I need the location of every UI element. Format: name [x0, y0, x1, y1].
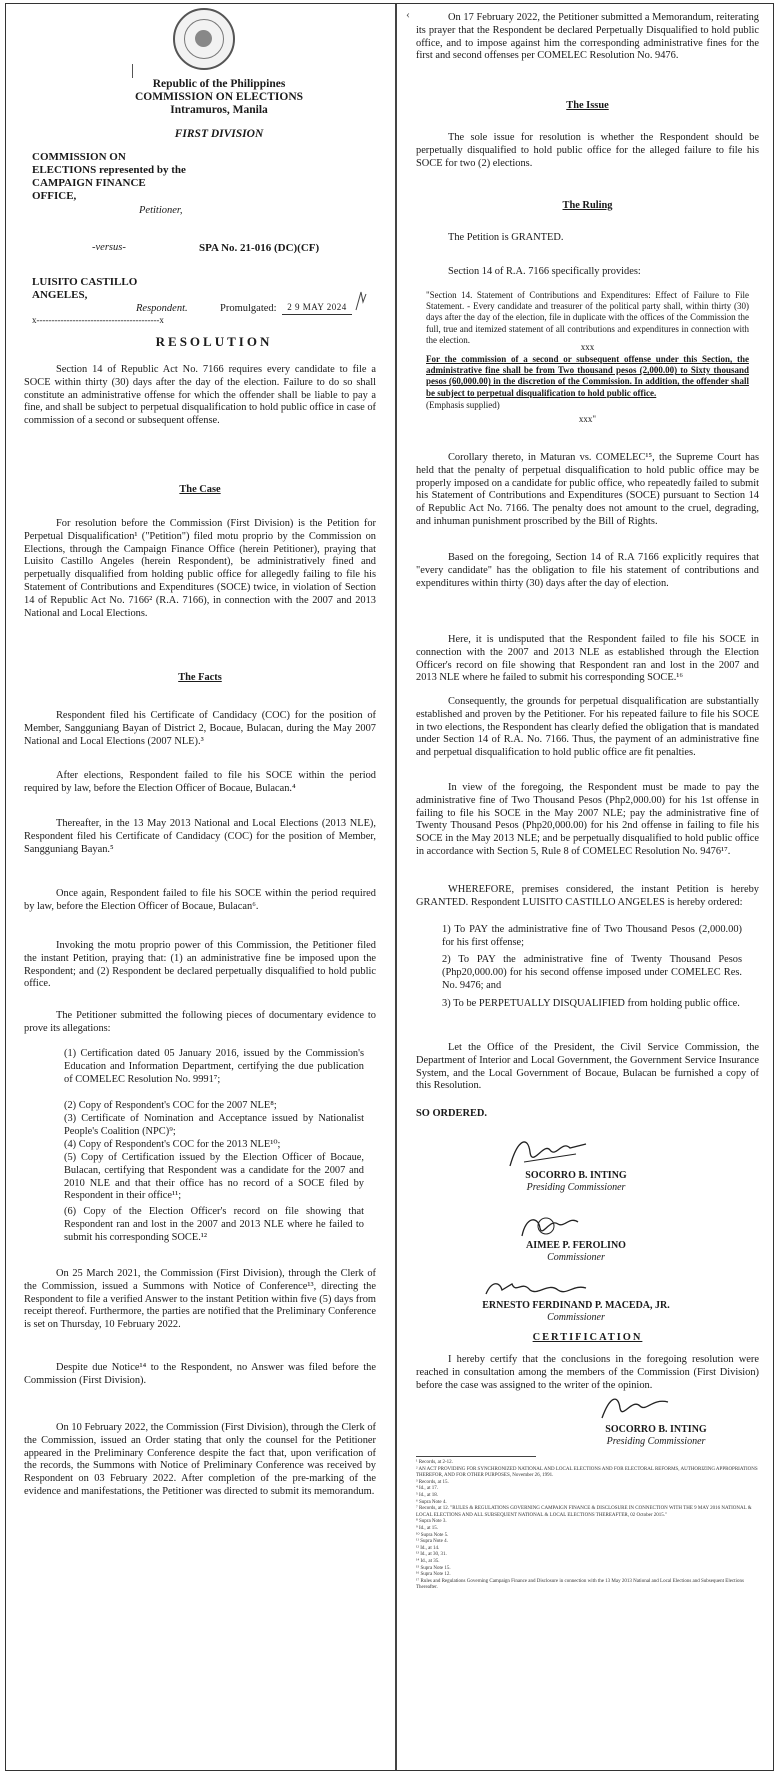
footnote: ¹² Id., at 14. [416, 1545, 440, 1551]
issue-paragraph: The sole issue for resolution is whether the Respondent should be perpetually disqualified to hold public office for the alleged failure to file his SOCE for two (2) elections. [416, 132, 759, 169]
evidence-item: (6) Copy of the Election Officer's record on file showing that Respondent ran and lost in the 2007 and 2013 NLE where he failed to submit his corresponding SOCE.¹² [64, 1206, 364, 1243]
facts-paragraph: Despite due Notice¹⁴ to the Respondent, no Answer was filed before the Commission (First Division). [24, 1362, 376, 1386]
promulgated-label: Promulgated: [220, 303, 277, 314]
footnotes [416, 1460, 759, 1592]
evidence-item: (5) Copy of Certification issued by the Election Officer of Bocaue, Bulacan, certifying that Respondent was a candidate for the 2007 and 2010 NLE and that their office has no record of a SOCE filed by Respondent in their office¹¹; [64, 1152, 364, 1202]
petitioner-line: OFFICE, [32, 190, 77, 202]
signatory-title: Commissioner [547, 1312, 605, 1323]
based-paragraph: Based on the foregoing, Section 14 of R.A 7166 explicitly requires that "every candidate" has the obligation to file his statement of contributions and expenditures within thirty (30) days after the day of election. [416, 552, 759, 589]
document-title: RESOLUTION [155, 334, 273, 349]
evidence-item: (3) Certificate of Nomination and Acceptance issued by Nationalist People's Coalition (NPC)⁹; [64, 1113, 364, 1137]
quote-ellipsis: xxx" [578, 414, 597, 424]
signatory-title: Presiding Commissioner [526, 1182, 626, 1193]
so-ordered: SO ORDERED. [416, 1108, 488, 1119]
footnote: ² AN ACT PROVIDING FOR SYNCHRONIZED NATIONAL AND LOCAL ELECTIONS AND FOR ELECTORAL REFORMS, AUTHORIZING APPROPRIATIONS THEREFOR, AND FOR OTHER PURPOSES, November 26, 1991. [416, 1466, 758, 1479]
quote-ellipsis: xxx [580, 342, 595, 352]
footnote: ³ Records, at 15. [416, 1479, 449, 1485]
facts-paragraph: Invoking the motu proprio power of this Commission, the Petitioner filed the instant Petition, praying that: (1) an administrative fine be imposed upon the Respondent; and (2) Respondent be declared perpetually disqualified to hold public office. [24, 940, 376, 990]
respondent-line: ANGELES, [32, 289, 88, 301]
order-item: 3) To be PERPETUALLY DISQUALIFIED from holding public office. [442, 998, 740, 1009]
letterhead-line: Intramuros, Manila [170, 104, 268, 116]
granted-line: The Petition is GRANTED. [448, 232, 564, 243]
initials-mark-icon [354, 290, 368, 312]
petitioner-line: COMMISSION ON [32, 151, 126, 163]
footnote-rule [416, 1456, 536, 1457]
footnote: ¹³ Id., at 30, 31. [416, 1552, 447, 1558]
footnote: ¹⁴ Id., at 35. [416, 1558, 440, 1564]
promulgated-date: 2 9 MAY 2024 [282, 301, 352, 315]
petitioner-line: ELECTIONS represented by the [32, 164, 186, 176]
ruling-heading: The Ruling [562, 200, 613, 211]
case-number: SPA No. 21-016 (DC)(CF) [199, 242, 320, 254]
signature-inting-icon [504, 1132, 594, 1174]
footnote: ¹⁵ Supra Note 15. [416, 1565, 451, 1571]
margin-mark: ‹ [406, 7, 410, 21]
footnote: ¹⁶ Supra Note 12. [416, 1572, 451, 1578]
footnote: ⁶ Supra Note 4. [416, 1499, 447, 1505]
facts-paragraph: On 10 February 2022, the Commission (First Division), through the Clerk of the Commission, issued an Order stating that only the counsel for the Petitioner appeared in the Preliminary Conference despite the fact that, upon verification of the records, the Summons with Notice of Preliminary Conference was received by Respondent on 03 February 2022. After completion of the pre-marking of the evidence and manifestations, the Petitioner was directed to submit its memorandum. [24, 1422, 376, 1497]
letterhead [84, 78, 354, 117]
respondent-role: Respondent. [136, 303, 188, 314]
emphasis-note: (Emphasis supplied) [426, 400, 500, 410]
let-paragraph: Let the Office of the President, the Civil Service Commission, the Department of Interior and Local Government, the Government Service Insurance System, and the Local Government of Bocaue, Bulacan be furnished a copy of this Resolution. [416, 1042, 759, 1092]
facts-paragraph: Respondent filed his Certificate of Candidacy (COC) for the position of Member, Sangguniang Bayan of District 2, Bocaue, Bulacan, during the May 2007 National and Local Elections (2007 NLE).³ [24, 710, 376, 747]
facts-paragraph: Once again, Respondent failed to file his SOCE within the period required by law, before the Election Officer of Bocaue, Bulacan⁶. [24, 888, 376, 912]
facts-paragraph: After elections, Respondent failed to file his SOCE within the period required by law, before the Election Officer of Bocaue, Bulacan.⁴ [24, 770, 376, 794]
footnote: ⁸ Supra Note 3. [416, 1519, 447, 1525]
petitioner-role: Petitioner, [139, 205, 183, 216]
case-paragraph: For resolution before the Commission (First Division) is the Petition for Perpetual Disqualification¹ ("Petition") filed motu proprio by the Commission on Elections, through the Campaign Finance Office (herein Petitioner), praying that Luisito Castillo Angeles (herein Respondent), be administratively fined and perpetually disqualified from holding public office for allegedly failing to file his Statement of Contributions and Expenditures (SOCE) twice, in violation of Section 14 of Republic Act No. 7166² (R.A. 7166), in connection with the 2007 and 2013 National and Local Elections. [24, 518, 376, 619]
signatory-name: ERNESTO FERDINAND P. MACEDA, JR. [482, 1300, 670, 1311]
footnote: ⁴ Id., at 17. [416, 1486, 439, 1492]
maturan-paragraph: Corollary thereto, in Maturan vs. COMELEC¹⁵, the Supreme Court has held that the penalty of perpetual disqualification to hold public office may be properly imposed on a candidate for public office, who repeatedly failed to submit his Statement of Contributions and Expenditures (SOCE) pursuant to Section 14 of Republic Act No. 7166. The penalty does not amount to the cruel, degrading, and inhuman punishment proscribed by the Bill of Rights. [416, 452, 759, 527]
wherefore-paragraph: WHEREFORE, premises considered, the instant Petition is hereby GRANTED. Respondent LUISITO CASTILLO ANGELES is hereby ordered: [416, 884, 759, 908]
document-page [5, 3, 774, 1771]
signature-inting-cert-icon [596, 1390, 676, 1424]
respondent-name [32, 276, 202, 302]
evidence-item: (2) Copy of Respondent's COC for the 2007 NLE⁸; [64, 1100, 277, 1111]
footnote: ⁷ Records, at 12. "RULES & REGULATIONS GOVERNING CAMPAIGN FINANCE & DISCLOSURE IN CONNECTION WITH THE 9 MAY 2016 NATIONAL & LOCAL ELECTIONS AND ALL SUBSEQUENT NATIONAL & LOCAL ELECTIONS THEREAFTER, 02 October 2015." [416, 1506, 752, 1518]
consequently-paragraph: Consequently, the grounds for perpetual disqualification are substantially established and proven by the Petitioner. For his repeated failure to file his SOCE in two elections, the Respondent has clearly defied the obligation that is mandated under Section 14 of R.A. No. 7166. Thus, the payment of an administrative fine and perpetual disqualification to hold public office are fit penalties. [416, 696, 759, 759]
view-paragraph: In view of the foregoing, the Respondent must be made to pay the administrative fine of Two Thousand Pesos (Php2,000.00) for his 1st offense in failing to file his SOCE in the May 2007 NLE; pay the administrative fine of Twenty Thousand Pesos (Php20,000.00) for his 2nd offense in failing to file his SOCE in the May 2013 NLE; and be perpetually disqualified to hold public office in accordance with Section 5, Rule 8 of COMELEC Resolution No. 9476¹⁷. [416, 782, 759, 857]
letterhead-line: COMMISSION ON ELECTIONS [134, 91, 304, 103]
order-item: 1) To PAY the administrative fine of Two Thousand Pesos (2,000.00) for his first offense; [442, 924, 742, 948]
footnote: ¹¹ Supra Note 4. [416, 1539, 448, 1545]
facts-paragraph: On 25 March 2021, the Commission (First Division), through the Clerk of the Commission, issued a Summons with Notice of Conference¹³, directing the Respondent to file a verified Answer to the instant Petition within five (5) days from receipt thereof. Furthermore, the parties are notified that the Preliminary Conference is set on Thursday, 10 February 2022. [24, 1268, 376, 1331]
memorandum-paragraph: On 17 February 2022, the Petitioner submitted a Memorandum, reiterating its prayer that the Respondent be declared Perpetually Disqualified to hold public office, and to impose against him the corresponding administrative fines for the first and second offenses per COMELEC Resolution No. 9476. [416, 12, 759, 62]
signatory-name: SOCORRO B. INTING [605, 1424, 707, 1435]
letterhead-line: Republic of the Philippines [152, 78, 286, 90]
footnote: ¹⁰ Supra Note 5. [416, 1532, 449, 1538]
statute-quote-emphasis: For the commission of a second or subsequent offense under this Section, the administrative fine shall be from Two thousand pesos (2,000.00) to Sixty thousand pesos (60,000.00) in the discretion of the Commission. In addition, the offender shall be subject to perpetual disqualification to hold public office. [426, 354, 749, 398]
certification-heading: CERTIFICATION [532, 1332, 643, 1343]
facts-paragraph: The Petitioner submitted the following pieces of documentary evidence to prove its allegations: [24, 1010, 376, 1034]
comelec-seal-icon [173, 8, 235, 70]
caption-separator: x-----------------------------------------x [32, 315, 164, 325]
signature-ferolino-icon [516, 1210, 586, 1244]
case-heading: The Case [179, 484, 221, 495]
versus-label: -versus- [92, 242, 126, 253]
petitioner-name [32, 151, 192, 203]
signatory-name: AIMEE P. FEROLINO [526, 1240, 626, 1251]
here-paragraph: Here, it is undisputed that the Respondent failed to file his SOCE in connection with the 2007 and 2013 NLE as established through the Election Officer's record on file showing that Respondent ran and lost in the 2007 and 2013 NLE where he failed to submit his corresponding SOCE.¹⁶ [416, 634, 759, 684]
statute-quote: "Section 14. Statement of Contributions and Expenditures: Effect of Failure to File Statement. - Every candidate and treasurer of the political party shall, within thirty (30) days after the day of the election, file in duplicate with the offices of the Commission the full, true and itemized statement of all contributions and expenditures in connection with the election. [426, 290, 749, 345]
evidence-item: (1) Certification dated 05 January 2016, issued by the Commission's Education and Information Department, certifying the due publication of COMELEC Resolution No. 9991⁷; [64, 1048, 364, 1085]
intro-paragraph: Section 14 of Republic Act No. 7166 requires every candidate to file a SOCE within thirty (30) days after the day of the election. Failure to do so shall constitute an administrative offense for which the offender shall be liable to pay a fine, and shall be subject to perpetual disqualification to hold public office in case of commission of a second or subsequent offense. [24, 364, 376, 427]
facts-heading: The Facts [178, 672, 222, 683]
signatory-title: Presiding Commissioner [606, 1436, 706, 1447]
footnote: ⁹ Id., at 15. [416, 1525, 439, 1531]
signature-maceda-icon [482, 1276, 592, 1302]
evidence-item: (4) Copy of Respondent's COC for the 2013 NLE¹⁰; [64, 1139, 281, 1150]
footnote: ⁵ Id., at 18. [416, 1492, 439, 1498]
division-title: FIRST DIVISION [174, 128, 264, 140]
certification-paragraph: I hereby certify that the conclusions in the foregoing resolution were reached in consultation among the members of the Commission (First Division) before the case was assigned to the writer of the opinion. [416, 1354, 759, 1391]
footnote: ¹ Records, at 2-12. [416, 1460, 453, 1465]
column-divider [395, 4, 397, 1770]
signatory-title: Commissioner [547, 1252, 605, 1263]
signatory-name: SOCORRO B. INTING [525, 1170, 627, 1181]
section14-intro: Section 14 of R.A. 7166 specifically provides: [448, 266, 641, 277]
issue-heading: The Issue [566, 100, 609, 111]
facts-paragraph: Thereafter, in the 13 May 2013 National and Local Elections (2013 NLE), Respondent filed his Certificate of Candidacy (COC) for the position of Member, Sangguniang Bayan.⁵ [24, 818, 376, 855]
footnote: ¹⁷ Rules and Regulations Governing Campaign Finance and Disclosure in connection with the 13 May 2013 National and Local Elections and Subsequent Elections Thereafter. [416, 1578, 744, 1591]
petitioner-line: CAMPAIGN FINANCE [32, 177, 146, 189]
respondent-line: LUISITO CASTILLO [32, 276, 138, 288]
order-item: 2) To PAY the administrative fine of Twenty Thousand Pesos (Php20,000.00) for his second offense imposed under COMELEC Res. No. 9476; and [442, 954, 742, 991]
